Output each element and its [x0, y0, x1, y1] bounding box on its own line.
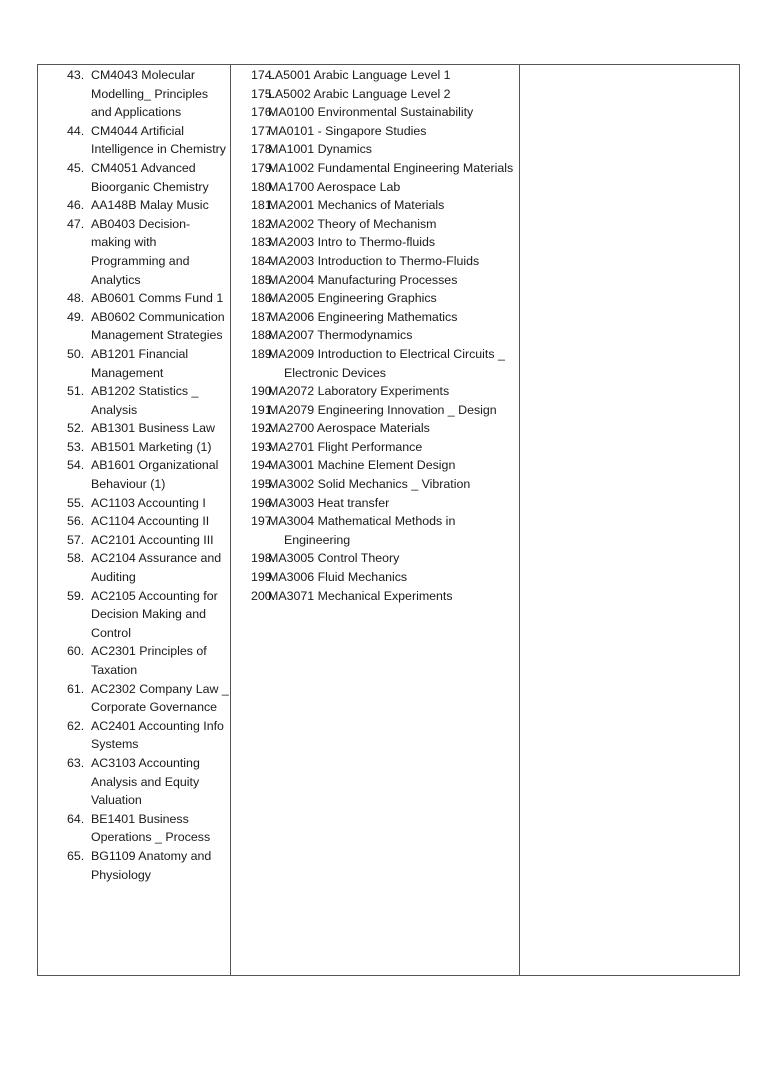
- list-item: [231, 308, 519, 327]
- list-item-text: MA2701 Flight Performance: [268, 439, 423, 454]
- course-list-column-2: [231, 65, 519, 605]
- list-item-number: 60.: [67, 644, 85, 659]
- course-table: [37, 64, 740, 976]
- list-item-number: 59.: [67, 588, 85, 603]
- list-item: [231, 326, 519, 345]
- list-item-number: 192.: [251, 421, 276, 436]
- list-item: [38, 512, 230, 531]
- list-item-text: MA2001 Mechanics of Materials: [268, 198, 445, 213]
- list-item-text: AC2105 Accounting for Decision Making and Control: [91, 588, 218, 640]
- list-item: [231, 549, 519, 568]
- list-item: [231, 382, 519, 401]
- list-item: [231, 85, 519, 104]
- list-item-text: MA2007 Thermodynamics: [268, 328, 413, 343]
- list-item-number: 53.: [67, 439, 85, 454]
- list-item-text: MA3071 Mechanical Experiments: [268, 588, 453, 603]
- list-item-text: BE1401 Business Operations _ Process: [91, 811, 211, 845]
- list-item-text: AC1103 Accounting I: [91, 495, 206, 510]
- list-item-text: AB1301 Business Law: [91, 421, 215, 436]
- list-item-number: 46.: [67, 198, 85, 213]
- list-item-number: 188.: [251, 328, 276, 343]
- list-item-number: 56.: [67, 514, 85, 529]
- list-item-number: 194.: [251, 458, 276, 473]
- list-item: [38, 754, 230, 810]
- list-item-text: MA1001 Dynamics: [268, 142, 372, 157]
- list-item-number: 177.: [251, 123, 276, 138]
- table-cell-column-3-empty: [520, 65, 740, 976]
- list-item: [38, 345, 230, 382]
- list-item: [38, 717, 230, 754]
- table-cell-column-1: [38, 65, 231, 976]
- list-item-text: MA3006 Fluid Mechanics: [268, 570, 408, 585]
- list-item: [38, 847, 230, 884]
- list-item: [231, 66, 519, 85]
- list-item-number: 187.: [251, 309, 276, 324]
- list-item-number: 196.: [251, 495, 276, 510]
- list-item: [38, 494, 230, 513]
- list-item-text: MA2079 Engineering Innovation _ Design: [268, 402, 497, 417]
- list-item-text: MA3001 Machine Element Design: [268, 458, 456, 473]
- list-item-number: 180.: [251, 179, 276, 194]
- list-item: [231, 568, 519, 587]
- list-item-number: 62.: [67, 718, 85, 733]
- list-item-text: MA2003 Intro to Thermo-fluids: [268, 235, 436, 250]
- list-item-number: 57.: [67, 532, 85, 547]
- list-item-number: 58.: [67, 551, 85, 566]
- list-item-text: MA2003 Introduction to Thermo-Fluids: [268, 253, 480, 268]
- list-item: [231, 103, 519, 122]
- list-item-text: LA5001 Arabic Language Level 1: [268, 68, 451, 82]
- list-item-number: 50.: [67, 346, 85, 361]
- list-item-number: 186.: [251, 291, 276, 306]
- list-item-text: AB1501 Marketing (1): [91, 439, 212, 454]
- list-item: [38, 159, 230, 196]
- list-item-text: MA1700 Aerospace Lab: [268, 179, 401, 194]
- list-item-number: 48.: [67, 291, 85, 306]
- list-item-number: 198.: [251, 551, 276, 566]
- list-item-text: MA3005 Control Theory: [268, 551, 400, 566]
- list-item-number: 183.: [251, 235, 276, 250]
- list-item-number: 43.: [67, 68, 85, 82]
- list-item: [231, 140, 519, 159]
- list-item-number: 189.: [251, 346, 276, 361]
- list-item-text: AB1201 Financial Management: [91, 346, 189, 380]
- list-item-number: 45.: [67, 160, 85, 175]
- list-item: [231, 159, 519, 178]
- list-item-number: 54.: [67, 458, 85, 473]
- list-item: [38, 66, 230, 122]
- list-item: [231, 438, 519, 457]
- list-item-text: AC2104 Assurance and Auditing: [91, 551, 222, 585]
- list-item: [231, 475, 519, 494]
- list-item: [38, 531, 230, 550]
- list-item-number: 51.: [67, 384, 85, 399]
- list-item: [38, 382, 230, 419]
- table-row: [38, 65, 740, 976]
- list-item: [38, 289, 230, 308]
- list-item: [231, 215, 519, 234]
- list-item: [38, 810, 230, 847]
- list-item: [231, 233, 519, 252]
- list-item-text: MA2004 Manufacturing Processes: [268, 272, 458, 287]
- list-item-number: 197.: [251, 514, 276, 529]
- list-item: [38, 642, 230, 679]
- list-item-number: 52.: [67, 421, 85, 436]
- list-item-number: 199.: [251, 570, 276, 585]
- list-item-text: AB1202 Statistics _ Analysis: [91, 384, 199, 417]
- list-item-text: AC1104 Accounting II: [91, 514, 210, 529]
- list-item-text: MA1002 Fundamental Engineering Materials: [268, 160, 514, 175]
- course-list-column-1: [38, 65, 230, 884]
- list-item-number: 49.: [67, 309, 85, 324]
- list-item: [38, 456, 230, 493]
- list-item-text: AA148B Malay Music: [91, 198, 209, 213]
- list-item-number: 190.: [251, 384, 276, 399]
- list-item-text: LA5002 Arabic Language Level 2: [268, 86, 451, 101]
- list-item: [38, 196, 230, 215]
- list-item-text: MA2002 Theory of Mechanism: [268, 216, 437, 231]
- list-item-text: BG1109 Anatomy and Physiology: [91, 848, 212, 882]
- list-item-text: AB0602 Communication Management Strategies: [91, 309, 225, 343]
- list-item-text: MA2009 Introduction to Electrical Circuits _ Electronic Devices: [268, 346, 505, 380]
- list-item-number: 55.: [67, 495, 85, 510]
- list-item: [38, 215, 230, 289]
- list-item: [231, 456, 519, 475]
- list-item-number: 182.: [251, 216, 276, 231]
- list-item: [38, 438, 230, 457]
- list-item-number: 191.: [251, 402, 276, 417]
- list-item-text: AC2401 Accounting Info Systems: [91, 718, 224, 752]
- list-item-text: AC2302 Company Law _ Corporate Governance: [91, 681, 229, 715]
- list-item-text: AC2301 Principles of Taxation: [91, 644, 207, 677]
- list-item: [231, 271, 519, 290]
- list-item-text: MA3003 Heat transfer: [268, 495, 390, 510]
- list-item-number: 61.: [67, 681, 85, 696]
- list-item: [38, 587, 230, 643]
- list-item: [231, 122, 519, 141]
- list-item-text: CM4044 Artificial Intelligence in Chemistry: [91, 123, 226, 157]
- list-item-text: CM4043 Molecular Modelling_ Principles and Applications: [91, 68, 209, 120]
- list-item-number: 174.: [251, 68, 276, 82]
- list-item: [231, 401, 519, 420]
- list-item-text: AB1601 Organizational Behaviour (1): [91, 458, 219, 492]
- list-item-number: 44.: [67, 123, 85, 138]
- list-item-number: 63.: [67, 755, 85, 770]
- list-item: [38, 419, 230, 438]
- list-item-text: MA3004 Mathematical Methods in Engineering: [268, 514, 456, 547]
- list-item: [231, 178, 519, 197]
- list-item-text: MA2072 Laboratory Experiments: [268, 384, 450, 399]
- list-item-number: 178.: [251, 142, 276, 157]
- list-item-text: AC2101 Accounting III: [91, 532, 214, 547]
- list-item-text: MA2006 Engineering Mathematics: [268, 309, 458, 324]
- list-item-text: MA2005 Engineering Graphics: [268, 291, 437, 306]
- list-item-text: AB0601 Comms Fund 1: [91, 291, 224, 306]
- list-item-number: 64.: [67, 811, 85, 826]
- list-item-number: 65.: [67, 848, 85, 863]
- list-item: [231, 494, 519, 513]
- list-item: [38, 680, 230, 717]
- list-item: [231, 345, 519, 382]
- list-item: [231, 196, 519, 215]
- list-item: [231, 252, 519, 271]
- list-item: [231, 512, 519, 549]
- list-item-number: 181.: [251, 198, 276, 213]
- list-item-number: 176.: [251, 105, 276, 120]
- list-item-number: 47.: [67, 216, 85, 231]
- list-item-number: 200.: [251, 588, 276, 603]
- list-item-text: MA2700 Aerospace Materials: [268, 421, 430, 436]
- list-item-number: 184.: [251, 253, 276, 268]
- list-item-number: 193.: [251, 439, 276, 454]
- list-item: [231, 419, 519, 438]
- list-item: [38, 122, 230, 159]
- list-item: [231, 289, 519, 308]
- list-item-number: 179.: [251, 160, 276, 175]
- list-item-number: 195.: [251, 477, 276, 492]
- list-item-text: MA0100 Environmental Sustainability: [268, 105, 474, 120]
- list-item-number: 185.: [251, 272, 276, 287]
- list-item-text: AB0403 Decision-making with Programming and Analytics: [91, 216, 191, 287]
- list-item-text: CM4051 Advanced Bioorganic Chemistry: [91, 160, 209, 194]
- list-item: [38, 308, 230, 345]
- list-item-number: 175.: [251, 86, 276, 101]
- list-item: [231, 587, 519, 606]
- list-item-text: AC3103 Accounting Analysis and Equity Valuation: [91, 755, 200, 808]
- list-item: [38, 549, 230, 586]
- table-cell-column-2: [231, 65, 520, 976]
- list-item-text: MA3002 Solid Mechanics _ Vibration: [268, 477, 471, 492]
- list-item-text: MA0101 - Singapore Studies: [268, 123, 427, 138]
